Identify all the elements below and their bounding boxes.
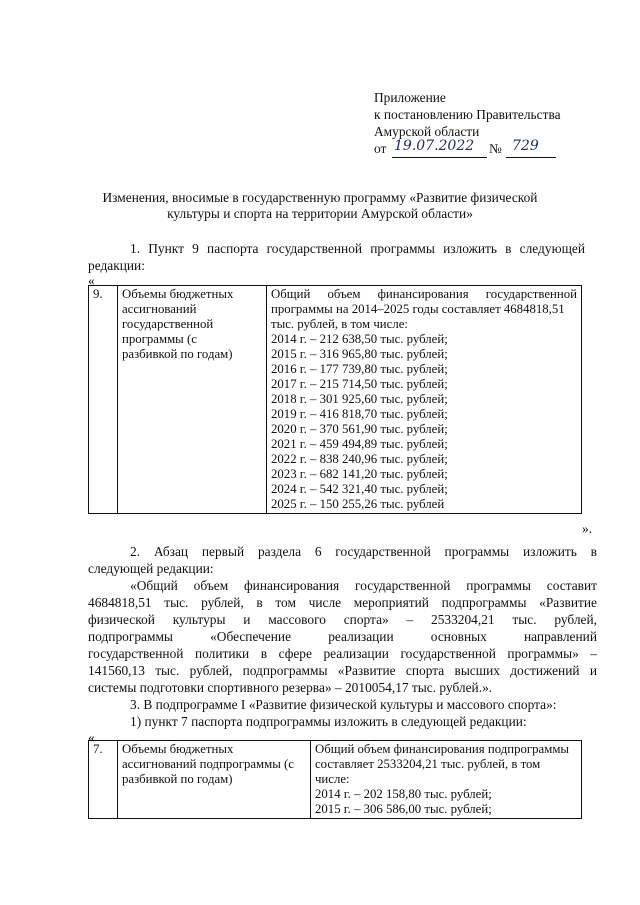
item2-line2: следующей редакции: (88, 561, 214, 576)
row-label (118, 741, 311, 819)
doc-title-line1: Изменения, вносимые в государственную программу «Развитие физической (102, 190, 538, 205)
label-line: программы (с (122, 332, 197, 346)
label-line: ассигнований (122, 302, 197, 316)
value-line: 2018 г. – 301 925,60 тыс. рублей; (271, 392, 448, 406)
passport-table-1 (88, 285, 582, 514)
doc-title-line2: культуры и спорта на территории Амурской области» (167, 206, 473, 221)
item3-line2: 1) пункт 7 паспорта подпрограммы изложить в следующей редакции: (130, 714, 527, 729)
value-line: 2014 г. – 212 638,50 тыс. рублей; (271, 332, 448, 346)
value-line: составляет 2533204,21 тыс. рублей, в том (315, 757, 541, 771)
value-line: 2017 г. – 215 714,50 тыс. рублей; (271, 377, 448, 391)
open-quote-1: « (88, 273, 95, 288)
item1-text-cont: редакции: (88, 258, 145, 273)
item2-line7: государственной политики в сфере реализации государственной программы» – (88, 646, 597, 661)
number-underline (506, 157, 556, 158)
value-line: 2014 г. – 202 158,80 тыс. рублей; (315, 787, 492, 801)
item1-text: 1. Пункт 9 паспорта государственной программы изложить в следующей (130, 241, 585, 256)
row-value (267, 286, 582, 514)
value-line: 2022 г. – 838 240,96 тыс. рублей; (271, 452, 448, 466)
item2-line5: физической культуры и массового спорта» – 2533204,21 тыс. рублей, (88, 612, 597, 627)
table-row (89, 286, 582, 514)
row-number-text: 9. (93, 287, 103, 301)
value-line: тыс. рублей, в том числе: (271, 317, 408, 331)
label-line: Объемы бюджетных (122, 287, 234, 301)
value-line: 2015 г. – 306 586,00 тыс. рублей; (315, 802, 492, 816)
value-line: 2020 г. – 370 561,90 тыс. рублей; (271, 422, 448, 436)
close-quote-1: ». (582, 521, 593, 536)
label-line: Объемы бюджетных (122, 742, 234, 756)
appendix-label: Приложение (374, 90, 446, 105)
row-value (311, 741, 582, 819)
value-line: программы на 2014–2025 годы составляет 4684818,51 (271, 302, 565, 316)
item2-line4: 4684818,51 тыс. рублей, в том числе мероприятий подпрограммы «Развитие (88, 595, 597, 610)
value-line: 2021 г. – 459 494,89 тыс. рублей; (271, 437, 448, 451)
row-number (89, 741, 118, 819)
item2-line9: системы подготовки спортивного резерва» – 2010054,17 тыс. рублей.». (88, 680, 493, 695)
label-line: разбивкой по годам) (122, 347, 233, 361)
value-line: Общий объем финансирования государственной (271, 287, 577, 301)
region-name: Амурской области (374, 124, 480, 139)
value-line: 2015 г. – 316 965,80 тыс. рублей; (271, 347, 448, 361)
value-line: 2016 г. – 177 739,80 тыс. рублей; (271, 362, 448, 376)
signed-date: 19.07.2022 (394, 138, 475, 154)
item2-line6: подпрограммы «Обеспечение реализации основных направлений (88, 629, 597, 644)
item2-line8: 141560,13 тыс. рублей, подпрограммы «Развитие спорта высших достижений и (88, 663, 597, 678)
open-quote-2: « (88, 730, 95, 745)
row-label (118, 286, 267, 514)
row-number (89, 286, 118, 514)
label-line: разбивкой по годам) (122, 772, 233, 786)
label-line: государственной (122, 317, 214, 331)
value-line: 2025 г. – 150 255,26 тыс. рублей (271, 497, 445, 511)
item2-line3: «Общий объем финансирования государственной программы составит (130, 578, 597, 593)
value-line: 2023 г. – 682 141,20 тыс. рублей; (271, 467, 448, 481)
number-label: № (489, 141, 502, 156)
passport-table-2 (88, 740, 582, 819)
label-line: ассигнований подпрограммы (с (122, 757, 294, 771)
from-label: от (374, 141, 387, 156)
value-line: 2019 г. – 416 818,70 тыс. рублей; (271, 407, 448, 421)
value-line: Общий объем финансирования подпрограммы (315, 742, 570, 756)
table-row (89, 741, 582, 819)
date-underline (392, 157, 487, 158)
row-number-text: 7. (93, 742, 103, 756)
document-number: 729 (512, 138, 539, 154)
item3-line1: 3. В подпрограмме I «Развитие физической культуры и массового спорта»: (130, 697, 557, 712)
value-line: числе: (315, 772, 350, 786)
item2-line1: 2. Абзац первый раздела 6 государственной программы изложить в (130, 544, 597, 559)
value-line: 2024 г. – 542 321,40 тыс. рублей; (271, 482, 448, 496)
resolution-ref: к постановлению Правительства (374, 107, 561, 122)
